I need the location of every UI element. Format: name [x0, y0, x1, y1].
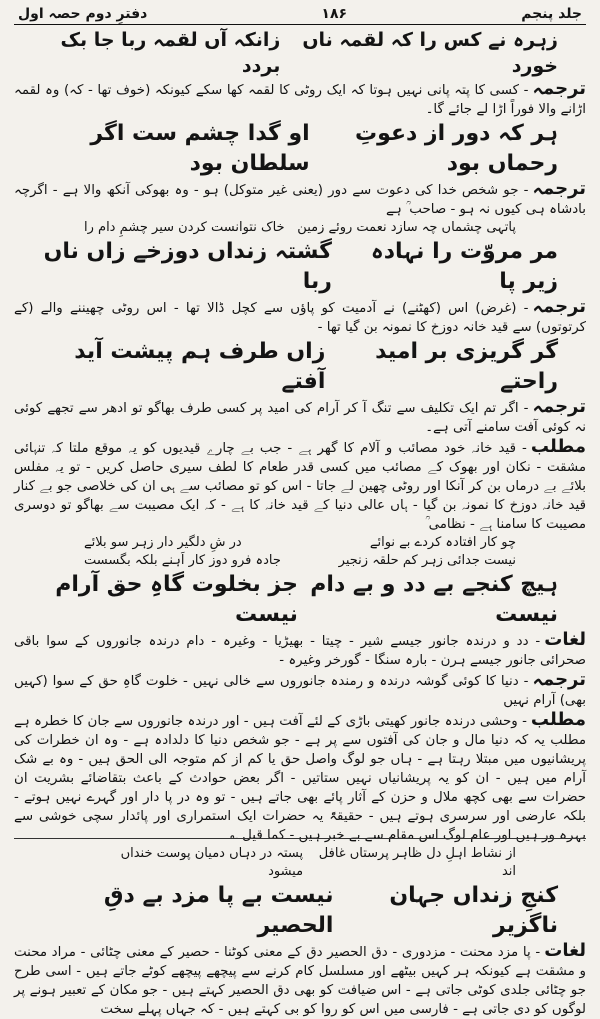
verse-couplet: [14, 119, 586, 179]
glossary-paragraph: [14, 630, 586, 670]
translation-paragraph: [14, 179, 586, 219]
verse-couplet: [14, 337, 586, 397]
paragraph-text: - جو شخص خدا کی دعوت سے دور (یعنی غیر متوکل) ہو - وہ بھوکی آنکھ والا ہے - اگرچہ بادشاہ ہی کیوں نہ ہو - صاحب ؒ ہے: [14, 183, 586, 217]
paragraph-text: - پا مزد محنت - مزدوری - دق الحصیر دق کے معنی کوٹنا - حصیر کے معنی چٹائی - مراد محنت و مشقت ہے کیونکہ ہر کہیں بیٹھے اور مسلسل کام کرنے سے پیچھے پیچھے کوٹے جاتے ہیں - اسی طرح جو چٹائی جلدی کوٹی جاتی ہے - اس ضیافت کو بھی دق الحصیر کہتے ہیں - جو مکان کے تعبیر ہونے پر لوگوں کو دی جاتی ہے - فارسی میں اس کو روا کو بی کہتے ہیں - کہ جہاں پہلے سخت: [14, 945, 586, 1017]
translation-paragraph: [14, 79, 586, 119]
paragraph-label: مطلب: [530, 436, 586, 457]
verse-left-hemistich: خاک نتوانست کردن سیر چشمِ دام را: [84, 220, 285, 235]
commentary-paragraph: [14, 437, 586, 534]
quoted-verse: [14, 534, 586, 552]
verse-right-hemistich: چو کار افتادہ کردے بے نوائے: [369, 535, 516, 550]
translation-paragraph: [14, 670, 586, 710]
verse-left-hemistich: زانکہ آں لقمہ ربا جا بک بردد: [60, 29, 281, 77]
verse-right-hemistich: مر مروّت را نہادہ زیر پا: [370, 239, 558, 294]
verse-left-hemistich: او گدا چشم ست اگر سلطان بود: [90, 121, 310, 176]
volume-title: جلد پنجم: [521, 6, 582, 22]
quoted-verse: [14, 552, 586, 570]
translation-paragraph: [14, 397, 586, 437]
paragraph-text: - قید خانہ خود مصائب و آلام کا گھر ہے - جب بے چارے قیدیوں کو یہ موقع ملتا کہ تنہائی مشقت - نکان اور بھوک کے مصائب میں کسی قدر طعام کا لطف سیری حاصل کریں - تو یہ مفلس بلائے بے درماں بن کر آنکا اور روٹی چھین لے جاتا - اس کو تو مصائب سے ہی ان کی خلاصی جو بے کنار قید خانہ دوزخ کا نمونہ بن گیا - ہاں عالی دنیا کے قید خانہ کا ہے - کہ ایک مصیبت سے بھاگو تو دوسری مصیبت کا سامنا ہے - نظامی ؒ: [14, 441, 586, 532]
paragraph-text: - کسی کا پتہ پانی نہیں ہوتا کہ ایک روٹی کا لقمہ کھا سکے کیونکہ (خوف تھا - کہ) وہ لقمہ اڑانے والا فوراً اڑا لے جائے گا۔: [14, 83, 586, 117]
quoted-verse: [14, 219, 586, 237]
verse-right-hemistich: ہیچ کنجے بے دد و بے دام نیست: [310, 572, 558, 627]
verse-left-hemistich: در شِ دلگیر دار زہر سو بلائے: [84, 535, 242, 550]
paragraph-text: - (غرض) اس (کھٹنے) نے آدمیت کو پاؤں سے کچل ڈالا تھا - اس روٹی چھیننے والے (کے کرتوتوں) سے قید خانہ دوزخ کا نمونہ بن گیا تھا -: [14, 301, 586, 335]
verse-right-hemistich: نیست جدائی زہر کم حلقہ زنجیر: [338, 553, 516, 568]
paragraph-label: ترجمہ: [532, 78, 586, 99]
glossary-paragraph: [14, 941, 586, 1019]
verse-left-hemistich: جادہ فرو دوز کار اَہنے بلکہ بگسست: [84, 553, 281, 568]
verse-left-hemistich: زاں طرف ہم پیشت آید آفتے: [74, 339, 326, 394]
paragraph-label: ترجمہ: [532, 396, 586, 417]
verse-couplet: [14, 881, 586, 941]
paragraph-text: - دد و درندہ جانور جیسے شیر - چیتا - بھیڑیا - وغیرہ - دام درندہ جانوروں کے سوا باقی صحرائی جانور جیسے ہرن - بارہ سنگا - گورخر وغیرہ -: [14, 634, 586, 668]
verse-right-hemistich: کنجِ زنداں جہان ناگزیر: [389, 883, 558, 938]
verse-left-hemistich: جز بخلوت گاہِ حق آرام نیست: [55, 572, 298, 627]
verse-right-hemistich: از نشاط اہلِ دل ظاہر پرستاں غافل اند: [318, 846, 516, 879]
verse-right-hemistich: زہرہ نے کس را کہ لقمہ ناں خورد: [302, 29, 558, 77]
verse-right-hemistich: ہر کہ دور از دعوتِ رحماں بود: [355, 121, 558, 176]
verse-right-hemistich: گر گریزی بر امید راحتے: [375, 339, 558, 394]
verse-couplet: [14, 237, 586, 297]
paragraph-label: لغات: [544, 629, 586, 650]
page-number: ۱۸۶: [321, 6, 348, 22]
paragraph-text: - وحشی درندہ جانور کھیتی باڑی کے لئے آفت ہیں - اور درندہ جانوروں سے جان کا خطرہ ہے مطلب یہ کہ دنیا مال و جان کی آفتوں سے پر ہے - جو شخص دنیا کا دلدادہ ہے - وہ ان خطرات کی پریشانیوں میں مبتلا رہتا ہے - ہاں جو لوگ واصل حق یا کم از کم متوجہ الی الحق ہیں - وہ بے شک آرام میں ہیں - ان کو یہ پریشانیاں نہیں ستاتیں - اگر بعض حوادث کے باعث بتقاضائے بشریت ان حضرات سے بھی کچھ ملال و حزن کے آثار پائے بھی جاتے ہیں - تو وہ در پا دار اور گہرے نہیں ہوتے - بلکہ عارضی اور سرسری ہوتے ہیں - حقیقۃً یہ حضرات ایک استمراری اور پائدار سچی خوشی سے بہرہ ور ہیں اور عام لوگ اس مقام سے بے خبر ہیں - کما قیل ؎: [14, 714, 586, 843]
verse-left-hemistich: پستہ در دہاں دمیان پوست خنداں میشود: [120, 846, 304, 879]
translation-paragraph: [14, 297, 586, 337]
page-header: [14, 6, 586, 25]
commentary-paragraph: [14, 710, 586, 845]
paragraph-text: - اگر تم ایک تکلیف سے تنگ آ کر آرام کی امید پر کسی طرف بھاگو تو ادھر سے تجھے کوئی نہ کوئی آفت سامنے آتی ہے۔: [14, 401, 586, 435]
paragraph-label: لغات: [544, 940, 586, 961]
verse-left-hemistich: نیست بے پا مزد بے دقِ الحصیر: [103, 883, 334, 938]
verse-couplet: [14, 570, 586, 630]
paragraph-label: ترجمہ: [532, 296, 586, 317]
verse-left-hemistich: گشتہ زنداں دوزخے زاں ناں ربا: [43, 239, 332, 294]
paragraph-label: ترجمہ: [532, 178, 586, 199]
verse-couplet: [14, 27, 586, 79]
verse-right-hemistich: پاتہی چشماں چہ سازد نعمت روئے زمین: [297, 220, 516, 235]
paragraph-text: - دنیا کا کوئی گوشہ درندہ و رمندہ جانوروں سے خالی نہیں - خلوت گاہِ حق کے سوا (کہیں بھی) آرام نہیں: [14, 674, 586, 708]
quoted-verse: [14, 845, 586, 881]
paragraph-label: مطلب: [530, 709, 586, 730]
section-title: دفترِ دوم حصہ اول: [18, 6, 148, 22]
page-body: [14, 25, 586, 1019]
paragraph-label: ترجمہ: [532, 669, 586, 690]
bottom-rule: [14, 838, 586, 839]
